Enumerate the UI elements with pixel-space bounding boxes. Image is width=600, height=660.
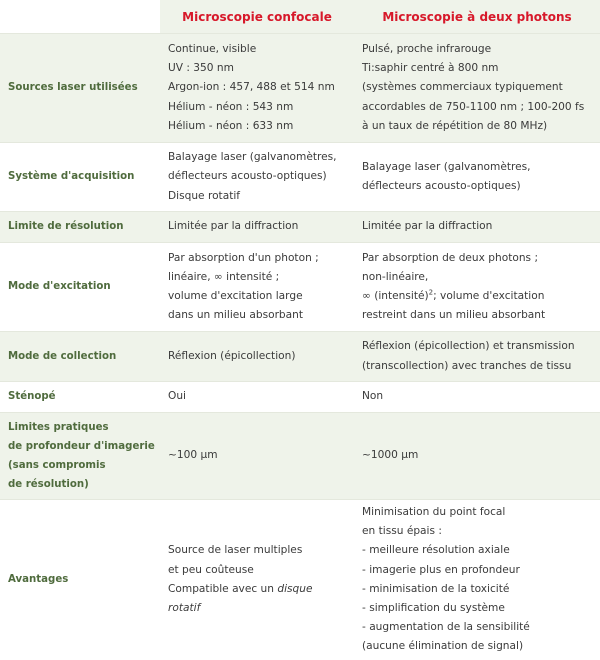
table-row [0, 243, 600, 332]
cell-two-photon: Réflexion (épicollection) et transmission (transcollection) avec tranches de tissu [354, 332, 600, 382]
header-corner [0, 0, 160, 34]
superscript: 2 [428, 288, 434, 297]
cell-two-photon: Balayage laser (galvanomètres, déflecteurs acousto-optiques) [354, 143, 600, 212]
table-row [0, 143, 600, 212]
row-label: Limite de résolution [0, 212, 160, 243]
row-label: Mode d'excitation [0, 243, 160, 332]
cell-two-photon: Minimisation du point focal en tissu épais : - meilleure résolution axiale - imagerie plus en profondeur - minimisation de la toxicité - simplification du système - augmentation de la sensibilité (aucune élimination de signal) [354, 500, 600, 660]
row-label: Avantages [0, 500, 160, 660]
cell-confocal: ~100 µm [160, 413, 354, 500]
row-label: Sources laser utilisées [0, 34, 160, 143]
cell-two-photon: Pulsé, proche infrarouge Ti:saphir centré à 800 nm (systèmes commerciaux typiquement accordables de 750-1100 nm ; 100-200 fs à un taux de répétition de 80 MHz) [354, 34, 600, 143]
cell-confocal: Continue, visible UV : 350 nm Argon-ion : 457, 488 et 514 nm Hélium - néon : 543 nm Hélium - néon : 633 nm [160, 34, 354, 143]
table-row [0, 34, 600, 143]
row-label: Système d'acquisition [0, 143, 160, 212]
cell-confocal: Oui [160, 382, 354, 413]
cell-two-photon: Non [354, 382, 600, 413]
table-row [0, 382, 600, 413]
cell-two-photon: Limitée par la diffraction [354, 212, 600, 243]
cell-confocal: Source de laser multiples et peu coûteuse Compatible avec un disque rotatif [160, 500, 354, 660]
header-row [0, 0, 600, 34]
cell-confocal: Balayage laser (galvanomètres, déflecteurs acousto-optiques) Disque rotatif [160, 143, 354, 212]
table-row [0, 332, 600, 382]
row-label: Limites pratiques de profondeur d'imagerie (sans compromis de résolution) [0, 413, 160, 500]
header-confocal: Microscopie confocale [160, 0, 354, 34]
header-two-photon: Microscopie à deux photons [354, 0, 600, 34]
cell-two-photon: ~1000 µm [354, 413, 600, 500]
table-row [0, 500, 600, 660]
cell-two-photon: Par absorption de deux photons ; non-linéaire, ∞ (intensité)$^2$; volume d'excitation restreint dans un milieu absorbant [354, 243, 600, 332]
table-row [0, 212, 600, 243]
row-label: Mode de collection [0, 332, 160, 382]
cell-confocal: Par absorption d'un photon ; linéaire, ∞ intensité ; volume d'excitation large dans un milieu absorbant [160, 243, 354, 332]
cell-confocal: Réflexion (épicollection) [160, 332, 354, 382]
table-row [0, 413, 600, 500]
cell-confocal: Limitée par la diffraction [160, 212, 354, 243]
row-label: Sténopé [0, 382, 160, 413]
